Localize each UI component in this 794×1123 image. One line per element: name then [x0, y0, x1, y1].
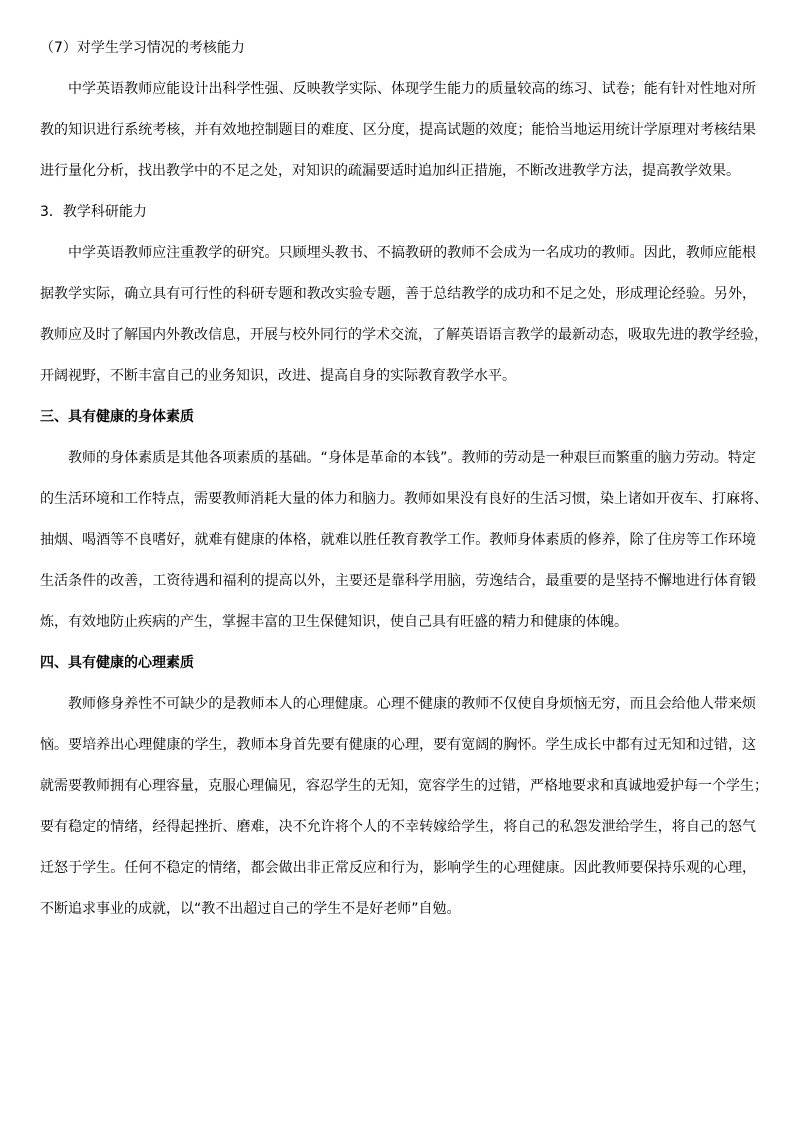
- paragraph-line: 据教学实际，确立具有可行性的科研专题和教改实验专题，善于总结教学的成功和不足之处，形成理论经验。另外，: [40, 286, 756, 302]
- section-title-psychological-quality: 四、具有健康的心理素质: [40, 655, 194, 671]
- paragraph-line: 教师修身养性不可缺少的是教师本人的心理健康。心理不健康的教师不仅使自身烦恼无穷，而且会给他人带来烦: [68, 696, 756, 712]
- paragraph-line: 教师应及时了解国内外教改信息，开展与校外同行的学术交流，了解英语语言教学的最新动态，吸取先进的教学经验，: [40, 327, 768, 343]
- paragraph-line: 炼，有效地防止疾病的产生，掌握丰富的卫生保健知识，使自己具有旺盛的精力和健康的体魄。: [40, 614, 628, 630]
- paragraph-line: 进行量化分析，找出教学中的不足之处，对知识的疏漏要适时追加纠正措施，不断改进教学方法，提高教学效果。: [40, 163, 740, 179]
- paragraph-line: 要有稳定的情绪，经得起挫折、磨难，决不允许将个人的不幸转嫁给学生，将自己的私怨发泄给学生，将自己的怒气: [40, 819, 756, 835]
- section-title-physical-quality: 三、具有健康的身体素质: [40, 409, 194, 425]
- paragraph-line: 生活条件的改善，工资待遇和福利的提高以外，主要还是靠科学用脑，劳逸结合，最重要的是坚持不懈地进行体育锻: [40, 573, 756, 589]
- document-page: [40, 38, 768, 940]
- paragraph-line: 不断追求事业的成就，以“教不出超过自己的学生不是好老师”自勉。: [40, 901, 461, 917]
- paragraph-line: 中学英语教师应能设计出科学性强、反映教学实际、体现学生能力的质量较高的练习、试卷；能有针对性地对所: [68, 81, 756, 97]
- paragraph-line: 抽烟、喝酒等不良嗜好，就难有健康的体格，就难以胜任教育教学工作。教师身体素质的修养，除了住房等工作环境: [40, 532, 756, 548]
- paragraph-line: 教师的身体素质是其他各项素质的基础。“身体是革命的本钱”。教师的劳动是一种艰巨而繁重的脑力劳动。特定: [68, 450, 756, 466]
- paragraph-line: 就需要教师拥有心理容量，克服心理偏见，容忍学生的无知，宽容学生的过错，严格地要求和真诚地爱护每一个学生；: [40, 778, 768, 794]
- paragraph-line: 中学英语教师应注重教学的研究。只顾埋头教书、不搞教研的教师不会成为一名成功的教师。因此，教师应能根: [68, 245, 756, 261]
- paragraph-psychological-quality: [40, 694, 768, 919]
- paragraph-line: 开阔视野，不断丰富自己的业务知识，改进、提高自身的实际教育教学水平。: [40, 368, 516, 384]
- paragraph-line: 恼。要培养出心理健康的学生，教师本身首先要有健康的心理，要有宽阔的胸怀。学生成长中都有过无知和过错，这: [40, 737, 756, 753]
- heading-research-ability: 3．教学科研能力: [40, 204, 147, 220]
- paragraph-research-ability: [40, 243, 768, 386]
- paragraph-line: 的生活环境和工作特点，需要教师消耗大量的体力和脑力。教师如果没有良好的生活习惯，染上诸如开夜车、打麻将、: [40, 491, 768, 507]
- paragraph-physical-quality: [40, 448, 768, 632]
- paragraph-line: 教的知识进行系统考核，并有效地控制题目的难度、区分度，提高试题的效度；能恰当地运用统计学原理对考核结果: [40, 122, 756, 138]
- sub-heading-assessment-ability: （7）对学生学习情况的考核能力: [40, 40, 245, 56]
- paragraph-assessment-ability: [40, 79, 756, 181]
- paragraph-line: 迁怒于学生。任何不稳定的情绪，都会做出非正常反应和行为，影响学生的心理健康。因此教师要保持乐观的心理，: [40, 860, 756, 876]
